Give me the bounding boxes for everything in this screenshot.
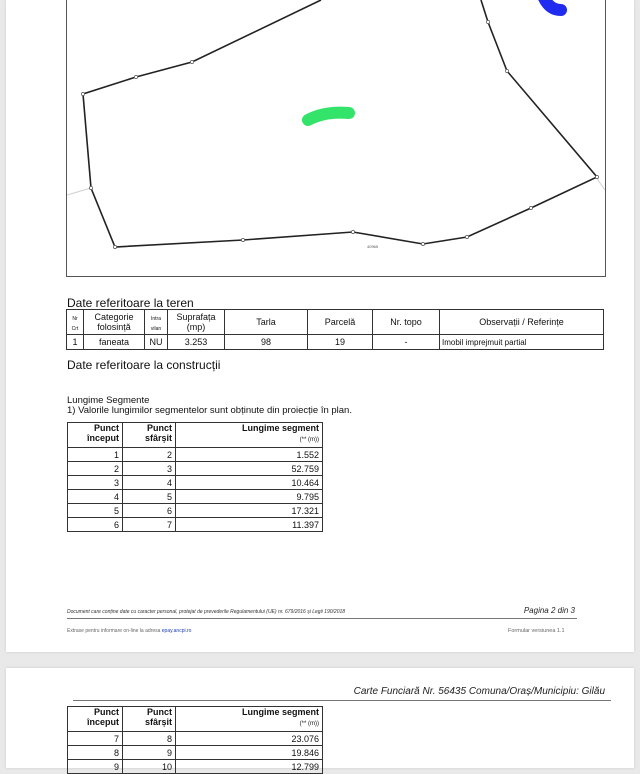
- cell-length: 19.846: [176, 746, 323, 760]
- footer-formular-version: Formular versiunea 1.1: [508, 628, 565, 634]
- teren-table: [66, 309, 604, 350]
- parcel-boundary-plot: [67, 0, 605, 276]
- cell-nr: 1: [67, 335, 84, 350]
- footer-extras: [67, 628, 191, 634]
- cell-start: 7: [68, 732, 123, 746]
- green-highlight-mark: [308, 113, 349, 120]
- extras-link[interactable]: epay.ancpi.ro: [161, 628, 192, 634]
- lungime-note: 1) Valorile lungimilor segmentelor sunt obținute din proiecție în plan.: [67, 405, 352, 416]
- cell-intravilan: NU: [145, 335, 168, 350]
- cell-observatii: Imobil imprejmuit partial: [440, 335, 604, 350]
- header-tarla: Tarla: [256, 317, 276, 327]
- header-punct-inceput: Punct început: [86, 707, 119, 727]
- cell-start: 5: [68, 504, 123, 518]
- cell-start: 9: [68, 760, 123, 774]
- cell-length: 12.799: [176, 760, 323, 774]
- cell-end: 5: [123, 490, 176, 504]
- cell-length: 11.397: [176, 518, 323, 532]
- table-row: [68, 504, 323, 518]
- cell-start: 2: [68, 462, 123, 476]
- header-nr: Nr Crt: [71, 316, 79, 332]
- parcel-boundary: [83, 0, 597, 247]
- blue-highlight-mark: [543, 0, 561, 10]
- table-row: [68, 462, 323, 476]
- parcel-map: [66, 0, 606, 277]
- cell-start: 8: [68, 746, 123, 760]
- header-lungime: Lungime segment: [241, 707, 319, 717]
- table-row: [68, 518, 323, 532]
- header-unit: (** (m)): [299, 721, 319, 727]
- lungime-title: Lungime Segmente: [67, 395, 150, 406]
- header-lungime: Lungime segment: [241, 423, 319, 433]
- cell-end: 9: [123, 746, 176, 760]
- parcel-number-label: 40965: [367, 244, 379, 249]
- header-categorie: Categorie folosință: [94, 312, 134, 332]
- teren-header-row: [67, 310, 604, 335]
- cell-end: 10: [123, 760, 176, 774]
- cell-length: 9.795: [176, 490, 323, 504]
- segment-table-continued: [67, 706, 323, 774]
- cell-start: 4: [68, 490, 123, 504]
- table-row: [68, 760, 323, 774]
- segment-header-row: [68, 423, 323, 448]
- header-divider: [73, 700, 611, 701]
- cell-start: 6: [68, 518, 123, 532]
- segment-table: [67, 422, 323, 532]
- cell-end: 2: [123, 448, 176, 462]
- section-title-teren: Date referitoare la teren: [67, 296, 194, 310]
- cell-parcela: 19: [308, 335, 373, 350]
- cell-length: 1.552: [176, 448, 323, 462]
- neighbour-line: [67, 188, 91, 195]
- cell-length: 23.076: [176, 732, 323, 746]
- table-row: [68, 490, 323, 504]
- header-parcela: Parcelă: [324, 317, 356, 327]
- carte-funciara-header: Carte Funciară Nr. 56435 Comuna/Oraș/Municipiu: Gilău: [353, 686, 605, 697]
- cell-tarla: 98: [225, 335, 308, 350]
- cell-end: 3: [123, 462, 176, 476]
- table-row: [67, 335, 604, 350]
- header-observatii: Observații / Referințe: [479, 317, 564, 327]
- cell-end: 8: [123, 732, 176, 746]
- cell-suprafata: 3.253: [168, 335, 225, 350]
- section-title-constructii: Date referitoare la construcții: [67, 358, 221, 372]
- header-nr-topo: Nr. topo: [390, 317, 422, 327]
- table-row: [68, 732, 323, 746]
- table-row: [68, 746, 323, 760]
- cell-length: 17.321: [176, 504, 323, 518]
- page-footer: [67, 606, 577, 619]
- footer-document-note: Document care conține date cu caracter personal, protejat de prevederile Regulamentului (UE) nr. 679/2016 și Legii 190/2018: [67, 609, 346, 615]
- vertex-markers: [81, 20, 598, 248]
- cell-end: 7: [123, 518, 176, 532]
- header-intravilan: Intra vilan: [150, 316, 162, 332]
- cell-start: 1: [68, 448, 123, 462]
- header-unit: (** (m)): [299, 437, 319, 443]
- cell-nr-topo: -: [373, 335, 440, 350]
- cell-length: 52.759: [176, 462, 323, 476]
- footer-page-number: Pagina 2 din 3: [523, 606, 575, 615]
- header-punct-sfarsit: Punct sfârșit: [144, 423, 172, 443]
- cell-length: 10.464: [176, 476, 323, 490]
- cell-categorie: faneata: [84, 335, 145, 350]
- cell-end: 6: [123, 504, 176, 518]
- cell-end: 4: [123, 476, 176, 490]
- header-punct-inceput: Punct început: [86, 423, 119, 443]
- extras-text: Extrase pentru informare on-line la adresa: [67, 628, 161, 634]
- segment-header-row: [68, 707, 323, 732]
- cell-start: 3: [68, 476, 123, 490]
- header-suprafata: Suprafața (mp): [176, 312, 216, 332]
- header-punct-sfarsit: Punct sfârșit: [144, 707, 172, 727]
- table-row: [68, 448, 323, 462]
- table-row: [68, 476, 323, 490]
